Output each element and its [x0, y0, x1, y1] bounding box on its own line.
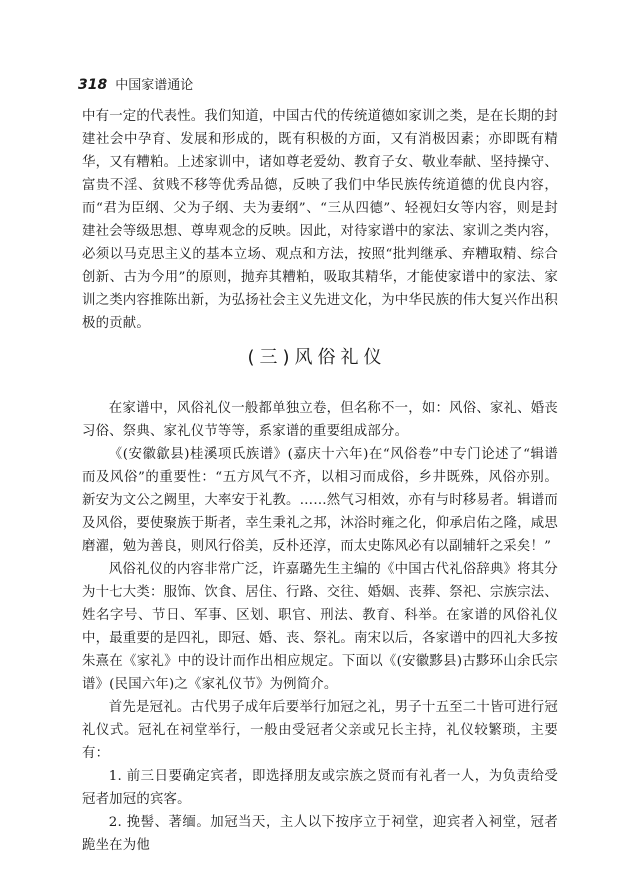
intro-paragraph-block: [82, 105, 558, 335]
list-item: 1. 前三日要确定宾者，即选择朋友或宗族之贤而有礼者一人，为负责给受冠者加冠的宾客。: [82, 769, 558, 807]
section-paragraph: 在家谱中，风俗礼仪一般都单独立卷，但名称不一，如：风俗、家礼、婚丧习俗、祭典、家礼仪节等等，系家谱的重要组成部分。: [82, 401, 558, 439]
list-item: 2. 挽髻、著缅。加冠当天，主人以下按序立于祠堂，迎宾者入祠堂，冠者跪坐在为他: [82, 815, 558, 853]
section-paragraph: 《(安徽歙县)桂溪项氏族谱》(嘉庆十六年)在“风俗卷”中专门论述了“辑谱而及风俗”的重要性：“五方风气不齐，以相习而成俗，乡井既殊，风俗亦别。新安为文公之阙里，大率安于礼教。……然气习相效，亦有与时移易者。辑谱而及风俗，要使聚族于斯者，幸生秉礼之邦，沐浴时雍之化，仰承启佑之隆，咸思磨濯，勉为善良，则风行俗美，反朴还淳，而太史陈风必有以副辅轩之采矣！”: [82, 447, 558, 554]
running-head: [78, 74, 193, 94]
section-title: (三)风俗礼仪: [247, 347, 387, 368]
section-body: [82, 397, 558, 857]
book-title: 中国家谱通论: [115, 78, 194, 93]
page-number: 318: [78, 77, 108, 93]
section-paragraph: 风俗礼仪的内容非常广泛，许嘉璐先生主编的《中国古代礼俗辞典》将其分为十七大类：服饰、饮食、居住、行路、交往、婚姻、丧葬、祭祀、宗族宗法、姓名字号、节日、军事、区划、职官、刑法、教育、科举。在家谱的风俗礼仪中，最重要的是四礼，即冠、婚、丧、祭礼。南宋以后，各家谱中的四礼大多按朱熹在《家礼》中的设计而作出相应规定。下面以《(安徽黟县)古黟环山余氏宗谱》(民国六年)之《家礼仪节》为例简介。: [82, 562, 558, 692]
intro-paragraph: 中有一定的代表性。我们知道，中国古代的传统道德如家训之类，是在长期的封建社会中孕育、发展和形成的，既有积极的方面，又有消极因素；亦即既有精华，又有糟粕。上述家训中，诸如尊老爱幼、教育子女、敬业奉献、坚持操守、富贵不淫、贫贱不移等优秀品德，反映了我们中华民族传统道德的优良内容，而“君为臣纲、父为子纲、夫为妻纲”、“三从四德”、轻视妇女等内容，则是封建社会等级思想、尊卑观念的反映。因此，对待家谱中的家法、家训之类内容，必须以马克思主义的基本立场、观点和方法，按照“批判继承、弃糟取精、综合创新、古为今用”的原则，抛弃其糟粕，吸取其精华，才能使家谱中的家法、家训之类内容推陈出新，为弘扬社会主义先进文化，为中华民族的伟大复兴作出积极的贡献。: [82, 109, 558, 331]
section-paragraph: 首先是冠礼。古代男子成年后要举行加冠之礼，男子十五至二十皆可进行冠礼仪式。冠礼在祠堂举行，一般由受冠者父亲或兄长主持，礼仪较繁琐，主要有：: [82, 700, 558, 761]
